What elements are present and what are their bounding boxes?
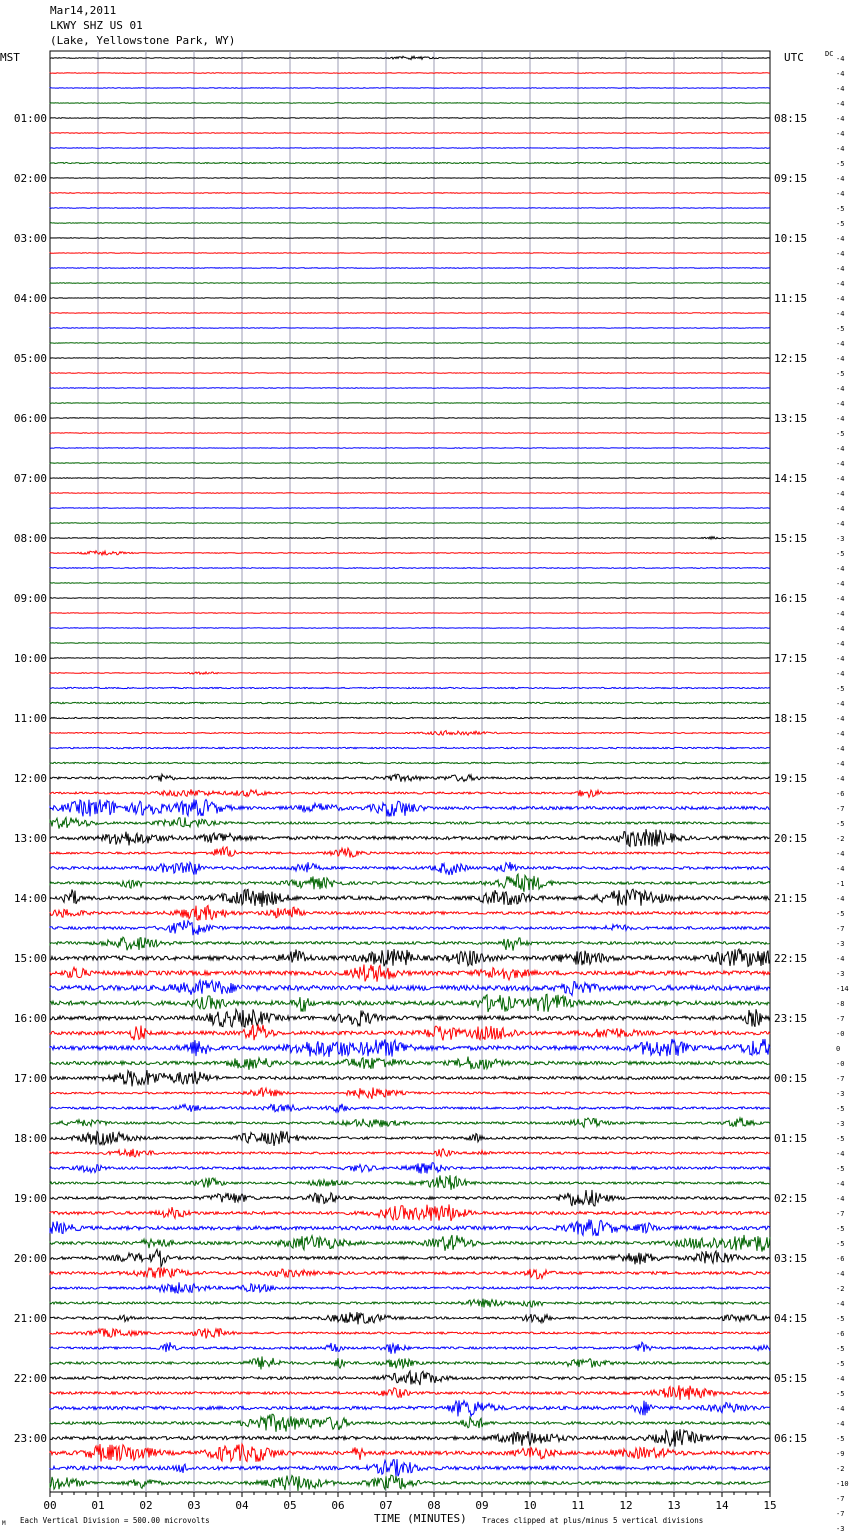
dc-offset-label: -4 — [836, 235, 845, 243]
mst-hour-label: 05:00 — [13, 352, 47, 365]
dc-offset-label: -4 — [836, 175, 845, 183]
seismic-trace — [50, 1459, 770, 1476]
seismic-trace — [50, 1268, 770, 1279]
seismic-trace — [50, 56, 770, 59]
x-tick-label: 06 — [331, 1499, 345, 1512]
scale-note: Each Vertical Division = 500.00 microvolts — [20, 1516, 210, 1525]
mst-hour-label: 21:00 — [13, 1312, 47, 1325]
seismic-trace — [50, 1385, 770, 1400]
seismic-trace — [50, 1175, 770, 1190]
seismic-trace — [50, 1204, 770, 1221]
date-label: Mar14,2011 — [50, 4, 117, 17]
seismic-trace — [50, 1149, 770, 1157]
plot-frame — [50, 51, 770, 1492]
seismic-trace — [50, 283, 770, 284]
seismic-trace — [50, 731, 770, 736]
dc-offset-label: -4 — [836, 100, 845, 108]
utc-hour-label: 13:15 — [774, 412, 808, 425]
dc-offset-label: -5 — [836, 370, 845, 378]
dc-offset-label: -4 — [836, 340, 845, 348]
mst-hour-label: 01:00 — [13, 112, 47, 125]
mst-hour-label: 12:00 — [13, 772, 47, 785]
seismic-trace — [50, 1429, 770, 1446]
seismic-trace — [50, 1118, 770, 1128]
mst-hour-label: 20:00 — [13, 1252, 47, 1265]
seismic-trace — [50, 133, 770, 134]
utc-hour-label: 02:15 — [774, 1192, 808, 1205]
seismic-trace — [50, 403, 770, 404]
dc-offset-label: -4 — [836, 715, 845, 723]
seismic-trace — [50, 583, 770, 584]
dc-offset-label: -4 — [836, 610, 845, 618]
seismic-trace — [50, 937, 770, 951]
dc-offset-label: -2 — [836, 1285, 845, 1293]
dc-offset-label: -5 — [836, 220, 845, 228]
traces-group — [50, 56, 770, 1491]
dc-offset-label: -7 — [836, 1210, 845, 1218]
seismic-trace — [50, 208, 770, 209]
dc-offset-label: -5 — [836, 1225, 845, 1233]
dc-offset-label: 0 — [836, 1045, 841, 1053]
x-tick-label: 13 — [667, 1499, 681, 1512]
x-tick-label: 02 — [139, 1499, 153, 1512]
utc-hour-label: 08:15 — [774, 112, 808, 125]
mst-axis-label: MST — [0, 51, 20, 64]
seismic-trace — [50, 1009, 770, 1027]
mst-hour-label: 03:00 — [13, 232, 47, 245]
dc-offset-label: -4 — [836, 415, 845, 423]
seismic-trace — [50, 1057, 770, 1070]
seismic-trace — [50, 551, 770, 555]
mst-hour-label: 17:00 — [13, 1072, 47, 1085]
dc-offset-label: -3 — [836, 970, 845, 978]
seismic-trace — [50, 193, 770, 194]
mst-hour-label: 22:00 — [13, 1372, 47, 1385]
seismic-trace — [50, 702, 770, 703]
dc-offset-label: -10 — [836, 1480, 849, 1488]
dc-offset-label: -4 — [836, 745, 845, 753]
mst-hour-label: 08:00 — [13, 532, 47, 545]
seismic-trace — [50, 508, 770, 509]
dc-offset-label: -4 — [836, 385, 845, 393]
clip-note: Traces clipped at plus/minus 5 vertical divisions — [482, 1516, 704, 1525]
utc-hour-label: 16:15 — [774, 592, 808, 605]
x-tick-label: 08 — [427, 1499, 441, 1512]
dc-offset-label: -4 — [836, 1270, 845, 1278]
dc-offset-label: -7 — [836, 1075, 845, 1083]
mst-hour-label: 13:00 — [13, 832, 47, 845]
dc-offset-label: -5 — [836, 430, 845, 438]
dc-offset-label: -4 — [836, 505, 845, 513]
seismic-trace — [50, 774, 770, 782]
utc-hour-label: 03:15 — [774, 1252, 808, 1265]
seismic-trace — [50, 433, 770, 434]
dc-offset-label: -6 — [836, 1255, 845, 1263]
dc-offset-label: -14 — [836, 985, 849, 993]
seismic-trace — [50, 672, 770, 674]
seismic-trace — [50, 613, 770, 614]
dc-offset-label: -4 — [836, 565, 845, 573]
mst-hour-label: 02:00 — [13, 172, 47, 185]
dc-offset-label: -2 — [836, 835, 845, 843]
dc-offset-label: -4 — [836, 1405, 845, 1413]
x-tick-label: 05 — [283, 1499, 297, 1512]
seismic-trace — [50, 1249, 770, 1266]
dc-offset-label: -4 — [836, 595, 845, 603]
seismic-trace — [50, 747, 770, 748]
dc-offset-label: -4 — [836, 1180, 845, 1188]
dc-offset-label: -6 — [836, 790, 845, 798]
dc-offset-label: -3 — [836, 1120, 845, 1128]
dc-offset-label: -4 — [836, 130, 845, 138]
seismic-trace — [50, 687, 770, 688]
dc-offset-label: -4 — [836, 730, 845, 738]
dc-offset-label: -4 — [836, 700, 845, 708]
dc-offset-label: -5 — [836, 1345, 845, 1353]
dc-offset-label: -4 — [836, 520, 845, 528]
dc-offset-label: -6 — [836, 1330, 845, 1338]
dc-offset-label: -4 — [836, 115, 845, 123]
seismic-trace — [50, 1328, 770, 1338]
seismic-trace — [50, 88, 770, 89]
seismic-trace — [50, 862, 770, 875]
seismic-trace — [50, 1312, 770, 1324]
dc-offset-label: -4 — [836, 295, 845, 303]
utc-hour-label: 04:15 — [774, 1312, 808, 1325]
dc-offset-label: -4 — [836, 775, 845, 783]
x-tick-label: 10 — [523, 1499, 537, 1512]
dc-offset-label: -4 — [836, 190, 845, 198]
seismic-trace — [50, 388, 770, 389]
mst-hour-label: 04:00 — [13, 292, 47, 305]
x-tick-label: 14 — [715, 1499, 729, 1512]
seismic-trace — [50, 118, 770, 119]
seismic-trace — [50, 493, 770, 494]
utc-hour-label: 22:15 — [774, 952, 808, 965]
utc-hour-label: 11:15 — [774, 292, 808, 305]
dc-offset-label: -4 — [836, 145, 845, 153]
dc-offset-label: -4 — [836, 640, 845, 648]
seismic-trace — [50, 268, 770, 269]
seismic-trace — [50, 298, 770, 299]
dc-offset-label: -4 — [836, 625, 845, 633]
dc-offset-label: -4 — [836, 1375, 845, 1383]
seismic-trace — [50, 73, 770, 74]
dc-offset-label: -3 — [836, 1525, 845, 1533]
utc-hour-label: 18:15 — [774, 712, 808, 725]
dc-offset-label: -4 — [836, 460, 845, 468]
seismic-trace — [50, 799, 770, 816]
dc-offset-label: -7 — [836, 805, 845, 813]
x-tick-label: 01 — [91, 1499, 105, 1512]
seismic-trace — [50, 238, 770, 239]
seismic-trace — [50, 1371, 770, 1385]
seismic-trace — [50, 1131, 770, 1146]
utc-hour-label: 12:15 — [774, 352, 808, 365]
utc-hour-label: 14:15 — [774, 472, 808, 485]
dc-offset-label: -4 — [836, 1300, 845, 1308]
seismic-trace — [50, 537, 770, 540]
mst-hour-label: 07:00 — [13, 472, 47, 485]
seismic-trace — [50, 949, 770, 966]
seismic-trace — [50, 1070, 770, 1086]
dc-offset-label: -7 — [836, 1015, 845, 1023]
seismic-trace — [50, 178, 770, 179]
dc-offset-label: -4 — [836, 580, 845, 588]
utc-hour-label: 01:15 — [774, 1132, 808, 1145]
mst-hour-label: 23:00 — [13, 1432, 47, 1445]
dc-offset-label: -4 — [836, 85, 845, 93]
x-axis-title: TIME (MINUTES) — [374, 1512, 467, 1525]
dc-offset-label: -5 — [836, 205, 845, 213]
dc-offset-label: -0 — [836, 1030, 845, 1038]
dc-offset-label: -5 — [836, 1105, 845, 1113]
seismic-trace — [50, 847, 770, 858]
location-label: (Lake, Yellowstone Park, WY) — [50, 34, 236, 47]
seismic-trace — [50, 1414, 770, 1432]
dc-offset-label: -5 — [836, 685, 845, 693]
dc-offset-label: -4 — [836, 310, 845, 318]
seismic-trace — [50, 1400, 770, 1416]
seismic-trace — [50, 1356, 770, 1369]
dc-offset-label: -5 — [836, 910, 845, 918]
mst-hour-label: 19:00 — [13, 1192, 47, 1205]
mst-hour-label: 14:00 — [13, 892, 47, 905]
dc-offset-label: -3 — [836, 535, 845, 543]
utc-hour-label: 20:15 — [774, 832, 808, 845]
utc-axis-label: UTC — [784, 51, 804, 64]
seismic-trace — [50, 965, 770, 982]
utc-hour-label: 23:15 — [774, 1012, 808, 1025]
seismic-trace — [50, 1163, 770, 1174]
seismic-trace — [50, 568, 770, 569]
dc-offset-label: -4 — [836, 655, 845, 663]
seismic-trace — [50, 1342, 770, 1354]
seismic-trace — [50, 874, 770, 892]
seismic-trace — [50, 1024, 770, 1040]
dc-offset-label: -4 — [836, 400, 845, 408]
dc-offset-label: -4 — [836, 355, 845, 363]
x-tick-label: 15 — [763, 1499, 777, 1512]
seismic-trace — [50, 1282, 770, 1293]
seismic-trace — [50, 1444, 770, 1462]
seismic-trace — [50, 328, 770, 329]
x-tick-label: 09 — [475, 1499, 489, 1512]
dc-offset-label: -5 — [836, 1390, 845, 1398]
dc-offset-label: -4 — [836, 895, 845, 903]
utc-hour-label: 00:15 — [774, 1072, 808, 1085]
dc-offset-label: -4 — [836, 70, 845, 78]
corner-mark: M — [2, 1520, 6, 1527]
dc-offset-label: -4 — [836, 1150, 845, 1158]
seismic-trace — [50, 789, 770, 797]
dc-offset-label: -4 — [836, 250, 845, 258]
seismic-trace — [50, 1039, 770, 1057]
seismic-trace — [50, 717, 770, 718]
dc-offset-label: -5 — [836, 550, 845, 558]
seismic-trace — [50, 1235, 770, 1252]
utc-hour-label: 09:15 — [774, 172, 808, 185]
dc-offset-label: -4 — [836, 670, 845, 678]
dc-offset-label: -5 — [836, 820, 845, 828]
seismic-trace — [50, 1299, 770, 1308]
seismic-trace — [50, 358, 770, 359]
dc-offset-label: -4 — [836, 280, 845, 288]
dc-offset-label: -3 — [836, 1090, 845, 1098]
seismic-trace — [50, 1088, 770, 1099]
dc-offset-label: -4 — [836, 55, 845, 63]
seismic-trace — [50, 313, 770, 314]
dc-offset-label: -4 — [836, 1195, 845, 1203]
seismic-trace — [50, 463, 770, 464]
dc-column-label: DC — [825, 50, 834, 58]
seismic-trace — [50, 980, 770, 995]
mst-hour-label: 18:00 — [13, 1132, 47, 1145]
dc-offset-label: -3 — [836, 940, 845, 948]
x-tick-label: 03 — [187, 1499, 201, 1512]
seismic-trace — [50, 103, 770, 104]
seismic-trace — [50, 223, 770, 224]
seismic-trace — [50, 643, 770, 644]
seismic-trace — [50, 817, 770, 828]
dc-offset-label: -4 — [836, 445, 845, 453]
utc-hour-label: 15:15 — [774, 532, 808, 545]
dc-offset-label: -5 — [836, 1435, 845, 1443]
dc-offset-label: -1 — [836, 880, 845, 888]
dc-offset-label: -5 — [836, 160, 845, 168]
seismic-trace — [50, 448, 770, 449]
dc-offset-label: -7 — [836, 1495, 845, 1503]
x-tick-label: 07 — [379, 1499, 393, 1512]
seismic-trace — [50, 1190, 770, 1206]
utc-hour-label: 05:15 — [774, 1372, 808, 1385]
seismic-trace — [50, 628, 770, 629]
dc-offset-label: -4 — [836, 265, 845, 273]
seismic-trace — [50, 906, 770, 921]
x-tick-label: 12 — [619, 1499, 633, 1512]
dc-offset-label: -4 — [836, 475, 845, 483]
mst-hour-label: 11:00 — [13, 712, 47, 725]
seismic-trace — [50, 762, 770, 763]
x-tick-label: 11 — [571, 1499, 585, 1512]
dc-offset-label: -5 — [836, 1165, 845, 1173]
dc-offset-label: -5 — [836, 325, 845, 333]
dc-offset-label: -9 — [836, 1450, 845, 1458]
dc-offset-label: -5 — [836, 1315, 845, 1323]
x-tick-label: 04 — [235, 1499, 249, 1512]
utc-hour-label: 19:15 — [774, 772, 808, 785]
seismic-trace — [50, 253, 770, 254]
seismic-trace — [50, 658, 770, 659]
seismic-trace — [50, 418, 770, 419]
seismic-trace — [50, 373, 770, 374]
dc-offset-label: -4 — [836, 490, 845, 498]
dc-offset-label: -0 — [836, 1060, 845, 1068]
seismic-trace — [50, 1104, 770, 1113]
dc-offset-label: -4 — [836, 850, 845, 858]
seismic-trace — [50, 523, 770, 524]
seismic-trace — [50, 920, 770, 935]
dc-offset-label: -7 — [836, 1510, 845, 1518]
utc-hour-label: 21:15 — [774, 892, 808, 905]
seismic-trace — [50, 598, 770, 599]
mst-hour-label: 16:00 — [13, 1012, 47, 1025]
dc-offset-label: -4 — [836, 1420, 845, 1428]
dc-offset-label: -5 — [836, 1240, 845, 1248]
mst-hour-label: 10:00 — [13, 652, 47, 665]
dc-offset-label: -4 — [836, 865, 845, 873]
seismic-trace — [50, 889, 770, 907]
dc-offset-label: -2 — [836, 1465, 845, 1473]
dc-offset-label: -5 — [836, 1360, 845, 1368]
seismic-trace — [50, 478, 770, 479]
x-tick-label: 00 — [43, 1499, 57, 1512]
dc-offset-label: -7 — [836, 925, 845, 933]
dc-offset-label: -4 — [836, 760, 845, 768]
station-label: LKWY SHZ US 01 — [50, 19, 143, 32]
seismic-trace — [50, 829, 770, 846]
dc-offset-label: -5 — [836, 1135, 845, 1143]
seismic-trace — [50, 148, 770, 149]
seismic-trace — [50, 1219, 770, 1236]
utc-hour-label: 17:15 — [774, 652, 808, 665]
dc-offset-label: -4 — [836, 955, 845, 963]
utc-hour-label: 10:15 — [774, 232, 808, 245]
mst-hour-label: 06:00 — [13, 412, 47, 425]
mst-hour-label: 09:00 — [13, 592, 47, 605]
utc-hour-label: 06:15 — [774, 1432, 808, 1445]
dc-offset-label: -8 — [836, 1000, 845, 1008]
seismic-trace — [50, 1475, 770, 1491]
seismic-trace — [50, 162, 770, 163]
seismic-trace — [50, 994, 770, 1012]
seismic-trace — [50, 343, 770, 344]
mst-hour-label: 15:00 — [13, 952, 47, 965]
